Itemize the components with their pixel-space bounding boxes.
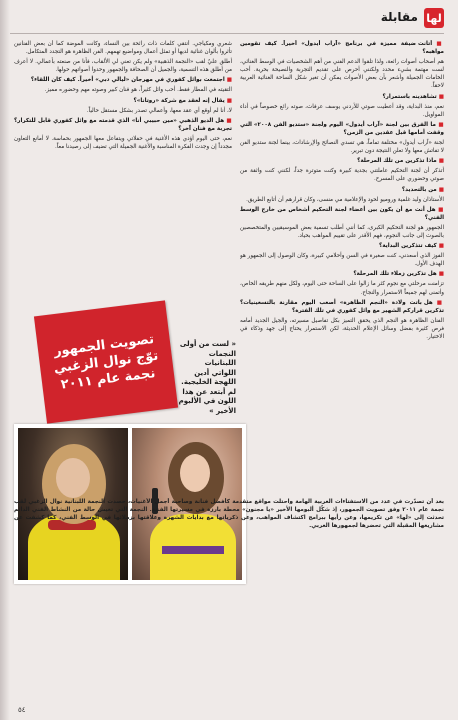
question-bullet-icon: ■	[224, 97, 232, 104]
page-number: ٥٤	[18, 706, 26, 714]
face-shape	[56, 458, 90, 498]
page-gutter	[0, 0, 10, 720]
paragraph-text: هل باتت ولادة «النجم الظاهرة» أصعب اليوم مقارنة بالتسعينيات؟ تذكرين قراركم الشهير مع وائل كفوري في تلك الفترة؟	[240, 299, 444, 314]
question-bullet-icon: ■	[436, 186, 444, 193]
question-bullet-icon: ■	[436, 271, 444, 278]
question-bullet-icon: ■	[432, 41, 444, 47]
paragraph-text: كيف تتذكرين البداية؟	[379, 243, 437, 250]
magazine-logo	[424, 8, 444, 28]
left-top-text-column	[14, 40, 232, 330]
quote-box: « لست من أولى النجمات اللبنانيات اللواتي أدين اللهجة الخليجية. لم أبتعد عن هذا اللون في الألبوم الأخير »	[178, 340, 236, 415]
body-paragraph	[240, 252, 444, 268]
paragraph-text: لجنة «آراب أيدول» مختلفة تماماً، هي تسدي النصائح والإرشادات، بينما لجنة ستديو الفن لا تفاتش معها ولا تعلن النتيجة دون تبرير.	[240, 140, 444, 155]
question-bullet-icon: ■	[436, 158, 444, 165]
body-paragraph	[240, 196, 444, 204]
body-paragraph	[14, 58, 232, 74]
paragraph-text: الفوز الذي أسعدني، كنت صغيرة في السن وأحلامي كبيرة، وكان الوصول إلى الجمهور هو الهدف الأول.	[240, 253, 444, 268]
paragraph-text: نعم، منذ البداية، وقد أعطيت صوتي للأردني يوسف عرفات، صوته رائع خصوصاً في أداء المواويل.	[240, 103, 444, 118]
question-paragraph	[240, 121, 444, 137]
question-paragraph	[14, 97, 232, 105]
paragraph-text: أتانت ضيفة مميزة في برنامج «آراب أيدول» أخيراً. كيف تقومين مواهبه؟	[240, 41, 444, 56]
paragraph-text: هل تذكرين زملاء تلك المرحلة؟	[353, 271, 437, 278]
paragraph-text: الجمهور هو لجنة التحكيم الكبرى، كما أنني أطلب تسمية بعض الموسيقيين والمتخصصين بالصوت إلى جانب النجوم، فهم الأقدر على تقييم المواهب بحياد.	[240, 224, 444, 239]
paragraph-text: ماذا تذكرين من تلك المرحلة؟	[357, 158, 437, 165]
paragraph-text: هل الديو الذهبي «مين حبيبي أنا» الذي قدمته مع وائل كفوري قابل للتكرار؟ تجربة مع فنان آخر؟	[14, 117, 232, 132]
question-paragraph	[14, 117, 232, 133]
paragraph-text: نعم، حتى اليوم أؤدي هذه الأغنية في حفلاتي ويتفاعل معها الجمهور بحماسة. لا أمانع التعاون مجدداً إن وجدت الفكرة المناسبة والأغنية الجميلة التي تضيف إلى رصيدنا معاً.	[14, 135, 232, 151]
question-bullet-icon: ■	[224, 77, 232, 84]
body-paragraph	[240, 280, 444, 296]
paragraph-text: لا، أنا لم أوقع أي عقد معها، وأعمالي تصدر بشكل مستقل حالياً.	[86, 107, 232, 114]
question-bullet-icon: ■	[435, 121, 444, 128]
body-paragraph	[240, 224, 444, 240]
question-paragraph	[240, 270, 444, 278]
question-bullet-icon: ■	[432, 299, 444, 306]
paragraph-text: تشاهدينه باستمرار؟	[382, 93, 437, 100]
question-bullet-icon: ■	[436, 243, 444, 250]
paragraph-text: أطلق عليّ لقب «النجمة الذهبية» ولم يكن تعني لي الألقاب، فأنا من صنعته بأعمالي. لا أعرف من أطلق هذه التسمية، والجميل أن الصحافة والجمهور وحدوا أصواتهم حولها.	[14, 59, 232, 74]
question-bullet-icon: ■	[436, 93, 444, 100]
paragraph-text: ما الفرق بين لجنة «آراب أيدول» اليوم ولجنة «ستديو الفن ٢٠٠٨» التي وقفت أمامها قبل عقدين من الزمن؟	[240, 121, 444, 136]
section-title: مقابلة	[380, 10, 418, 24]
intro-text-column	[14, 498, 444, 606]
question-paragraph	[240, 299, 444, 315]
question-paragraph	[240, 242, 444, 250]
paragraph-text: هل أنت مع أن يكون بين أعضاء لجنة التحكيم أشخاص من خارج الوسط الفني؟	[240, 206, 444, 221]
body-paragraph	[240, 103, 444, 119]
body-paragraph	[14, 107, 232, 115]
header-divider	[10, 33, 444, 34]
body-paragraph	[14, 86, 232, 94]
paragraph-text: الفنان الظاهرة هو النجم الذي يحقق التميز بكل تفاصيل مسيرته، والجيل الجديد أمامه فرص كثيرة بفضل وسائل الإعلام الحديثة، لكن الاستمرار يحتاج إلى جهد وذكاء في الاختيار.	[240, 317, 444, 340]
question-paragraph	[240, 186, 444, 194]
body-paragraph	[240, 167, 444, 183]
paragraph-text: من بالتحديد؟	[401, 186, 437, 193]
pull-quote-box	[34, 300, 178, 423]
paragraph-text: هم أصحاب أصوات رائعة، ولذا تلقوا الدعم الفني من أهم الشخصيات في الوسط الغنائي، لست مهتمة بشيء محدد ولكنني أحرص على تقديم التجربة والنصيحة بحرية. أحب الخامات الجميلة وأشعر بأن بعض الأصوات يمكن أن تغير شكل الساحة الغنائية العربية لاحقاً.	[240, 59, 444, 90]
question-paragraph	[14, 76, 232, 84]
logo-text: لها	[426, 11, 442, 25]
paragraph-text: التقيته في المطار فقط. أحب وائل كثيراً، هو فنان كبير وصوته مهم وحضوره مميز.	[44, 87, 232, 94]
body-paragraph	[14, 40, 232, 56]
paragraph-text: بعد أن تصدّرت في عدد من الاستفتاءات العربية الهامة واحتلت مواقع متقدمة كأفضل فنانة وصاحبة أجمل الأغنيات، حصدت النجمة اللبنانية نوال الزغبي لقب نجمة عام ٢٠١١ وفق تصويت الجمهور، إذ شكّل ألبومها الأخير «يا مجنون» محطة بارزة في مسيرتها الفنية. النجمة التي تعيش حالة من النشاط الفني الدائم تحدثت إلى «لها» عن تكريمها، وعن رأيها ببرامج اكتشاف المواهب، وعن ذكرياتها مع بدايات الشهرة وعلاقتها بزملائها في الوسط الفني، كما كشفت عن مشاريعها المقبلة التي تحضرها لجمهورها العربي.	[14, 499, 444, 530]
body-paragraph	[240, 58, 444, 90]
paragraph-text: يقال إنه لعقد مع شركة «روتانا»؟	[133, 97, 225, 104]
question-paragraph	[240, 93, 444, 101]
question-paragraph	[240, 157, 444, 165]
face-shape	[180, 454, 210, 492]
paragraph-text: شعري ومكياجي. أنتقي كلمات ذات رائحة بين النساء، وكانت الموضة كما أن بعض الفنانين تأثروا بألوان غنائية لديها أو تمثل أعمال ومواضيع تهمهم. الفن الظاهرة هو التجدد المتكامل.	[14, 41, 232, 56]
paragraph-text: أتذكر أن لجنة التحكيم عاملتني بجدية كبيرة وكنت متوترة جداً، لكنني كنت واثقة من صوتي وحضوري على المسرح.	[240, 168, 444, 183]
body-paragraph	[240, 317, 444, 341]
pull-quote-text: تصويت الجمهور توّج نوال الزغبي نجمة عام ٢٠١١	[52, 331, 160, 393]
body-paragraph	[240, 139, 444, 155]
body-paragraph	[14, 498, 444, 530]
question-paragraph	[240, 206, 444, 222]
question-paragraph	[240, 40, 444, 56]
question-bullet-icon: ■	[435, 206, 444, 213]
body-paragraph	[14, 135, 232, 151]
question-bullet-icon: ■	[224, 117, 232, 124]
paragraph-text: تزامنت مرحلتي مع نجوم كثر ما زالوا على الساحة حتى اليوم، ولكل منهم طريقه الخاص، وأتمنى لهم جميعاً الاستمرار والنجاح.	[240, 281, 444, 296]
paragraph-text: اجتمعت بوائل كفوري في مهرجان «ليالي دبي» أخيراً. كيف كان اللقاء؟	[30, 77, 225, 84]
paragraph-text: الأستاذان وليد غلمية وروميو لحود والإعلامية مي منسى، وكان قرارهم أن أتابع الطريق.	[246, 196, 444, 203]
